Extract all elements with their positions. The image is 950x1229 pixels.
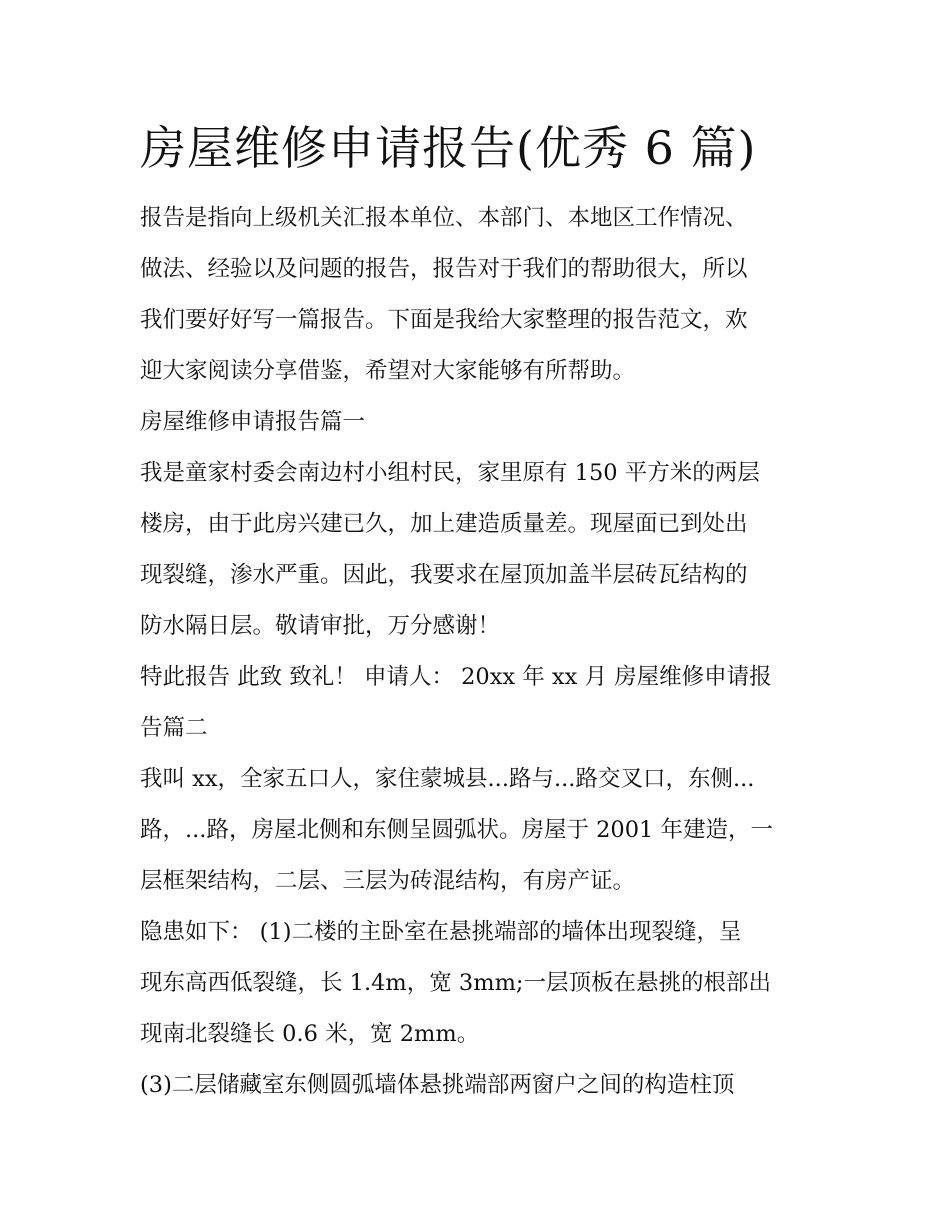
section-heading-1: 房屋维修申请报告篇一 (140, 409, 366, 435)
body-line-7: 楼房，由于此房兴建已久，加上建造质量差。现屋面已到处出 (140, 511, 748, 537)
body-line-3: 我们要好好写一篇报告。下面是我给大家整理的报告范文，欢 (140, 307, 748, 333)
body-line-6: 我是童家村委会南边村小组村民，家里原有 150 平方米的两层 (140, 460, 760, 486)
document-title: 房屋维修申请报告(优秀 6 篇) (140, 121, 757, 175)
body-line-13: 路，...路，房屋北侧和东侧呈圆弧状。房屋于 2001 年建造，一 (140, 817, 774, 843)
body-line-2: 做法、经验以及问题的报告，报告对于我们的帮助很大，所以 (140, 256, 748, 282)
body-line-9: 防水隔日层。敬请审批，万分感谢！ (140, 613, 501, 639)
section-heading-2: 告篇二 (140, 715, 208, 741)
body-line-12: 我叫 xx，全家五口人，家住蒙城县...路与...路交叉口，东侧... (140, 766, 755, 792)
body-line-17: 现南北裂缝长 0.6 米，宽 2mm。 (140, 1021, 480, 1047)
body-line-4: 迎大家阅读分享借鉴，希望对大家能够有所帮助。 (140, 358, 636, 384)
body-line-16: 现东高西低裂缝，长 1.4m，宽 3mm;一层顶板在悬挑的根部出 (140, 970, 771, 996)
body-line-8: 现裂缝，渗水严重。因此，我要求在屋顶加盖半层砖瓦结构的 (140, 562, 748, 588)
body-line-15: 隐患如下： (1)二楼的主卧室在悬挑端部的墙体出现裂缝，呈 (140, 919, 742, 945)
body-line-18: (3)二层储藏室东侧圆弧墙体悬挑端部两窗户之间的构造柱顶 (140, 1072, 735, 1098)
body-line-14: 层框架结构，二层、三层为砖混结构，有房产证。 (140, 868, 636, 894)
body-line-1: 报告是指向上级机关汇报本单位、本部门、本地区工作情况、 (140, 205, 748, 231)
body-line-10: 特此报告 此致 致礼！ 申请人： 20xx 年 xx 月 房屋维修申请报 (140, 664, 772, 690)
